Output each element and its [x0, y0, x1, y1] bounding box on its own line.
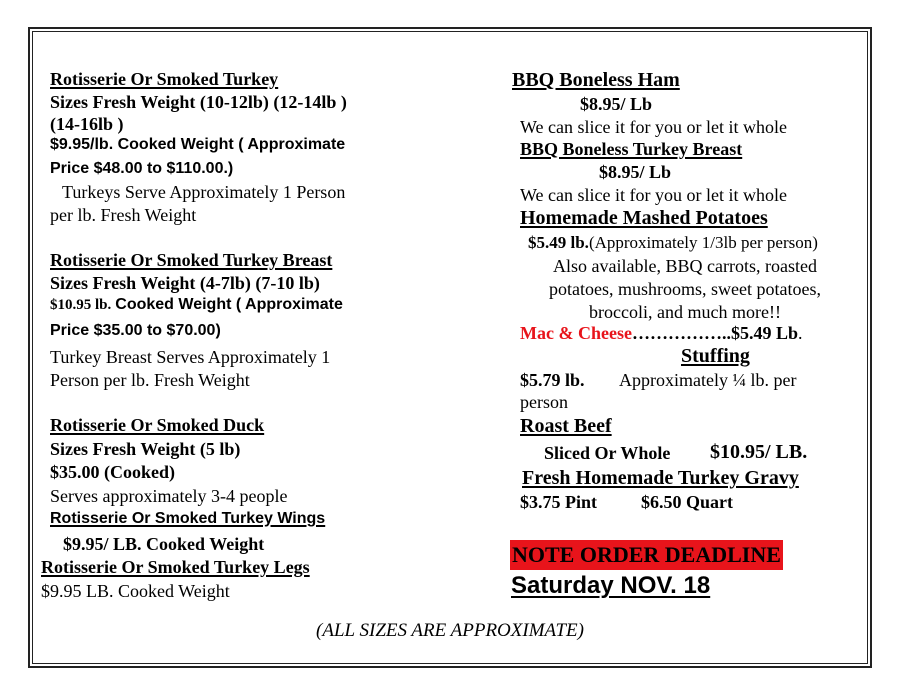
breast-title: Rotisserie Or Smoked Turkey Breast [50, 250, 333, 270]
duck-price: $35.00 (Cooked) [50, 462, 175, 482]
breast-price-line2: Price $35.00 to $70.00) [50, 322, 221, 339]
stuffing-note-line2: person [520, 392, 568, 412]
breast-price-amount: $10.95 lb. [50, 297, 112, 313]
turkey-title: Rotisserie Or Smoked Turkey [50, 69, 279, 89]
roast-beef-price: $10.95/ LB. [710, 441, 808, 463]
duck-serves: Serves approximately 3-4 people [50, 486, 288, 506]
potatoes-also-line2: potatoes, mushrooms, sweet potatoes, [549, 279, 821, 299]
potatoes-price-note: (Approximately 1/3lb per person) [588, 233, 818, 252]
mac-cheese-period: . [798, 323, 803, 343]
bbq-turkey-breast-note: We can slice it for you or let it whole [520, 185, 787, 205]
breast-serves-line2: Person per lb. Fresh Weight [50, 370, 250, 390]
potatoes-title: Homemade Mashed Potatoes [520, 207, 768, 229]
ham-title: BBQ Boneless Ham [512, 69, 680, 91]
stuffing-title: Stuffing [681, 345, 750, 367]
legs-price: $9.95 LB. Cooked Weight [41, 581, 230, 601]
turkey-sizes-line1: Sizes Fresh Weight (10-12lb) (12-14lb ) [50, 92, 347, 112]
breast-price-line1 [50, 297, 343, 313]
bbq-turkey-breast-price: $8.95/ Lb [599, 162, 672, 182]
stuffing-note-line1: Approximately ¼ lb. per [619, 370, 797, 390]
wings-title: Rotisserie Or Smoked Turkey Wings [50, 510, 326, 527]
deadline-banner: NOTE ORDER DEADLINE [510, 540, 783, 570]
mac-cheese-line [520, 324, 803, 342]
potatoes-price: $5.49 lb. [528, 233, 589, 252]
roast-beef-style: Sliced Or Whole [544, 443, 671, 463]
turkey-serves-line1: Turkeys Serve Approximately 1 Person [62, 182, 346, 202]
roast-beef-title: Roast Beef [520, 415, 612, 437]
gravy-quart: $6.50 Quart [641, 492, 733, 512]
legs-title: Rotisserie Or Smoked Turkey Legs [41, 557, 310, 577]
mac-cheese-price: $5.49 Lb [730, 323, 798, 343]
ham-note: We can slice it for you or let it whole [520, 117, 787, 137]
breast-sizes: Sizes Fresh Weight (4-7lb) (7-10 lb) [50, 273, 320, 293]
turkey-serves-line2: per lb. Fresh Weight [50, 205, 197, 225]
potatoes-price-line [528, 234, 818, 251]
stuffing-price: $5.79 lb. [520, 370, 585, 390]
ham-price: $8.95/ Lb [580, 94, 653, 114]
potatoes-also-line3: broccoli, and much more!! [589, 302, 781, 322]
duck-title: Rotisserie Or Smoked Duck [50, 415, 265, 435]
deadline-date: Saturday NOV. 18 [511, 572, 711, 599]
wings-price: $9.95/ LB. Cooked Weight [63, 534, 265, 554]
turkey-price-line2: Price $48.00 to $110.00.) [50, 160, 234, 177]
mac-cheese-dots: …………….. [631, 323, 731, 343]
duck-sizes: Sizes Fresh Weight (5 lb) [50, 439, 241, 459]
bbq-turkey-breast-title: BBQ Boneless Turkey Breast [520, 139, 743, 159]
footer-note: (ALL SIZES ARE APPROXIMATE) [316, 620, 584, 641]
turkey-sizes-line2: (14-16lb ) [50, 114, 124, 134]
mac-cheese-label: Mac & Cheese [520, 323, 632, 343]
gravy-title: Fresh Homemade Turkey Gravy [522, 467, 799, 489]
potatoes-also-line1: Also available, BBQ carrots, roasted [553, 256, 817, 276]
gravy-pint: $3.75 Pint [520, 492, 598, 512]
breast-serves-line1: Turkey Breast Serves Approximately 1 [50, 347, 331, 367]
breast-price-note: Cooked Weight ( Approximate [115, 296, 343, 313]
turkey-price-line1: $9.95/lb. Cooked Weight ( Approximate [50, 136, 346, 153]
